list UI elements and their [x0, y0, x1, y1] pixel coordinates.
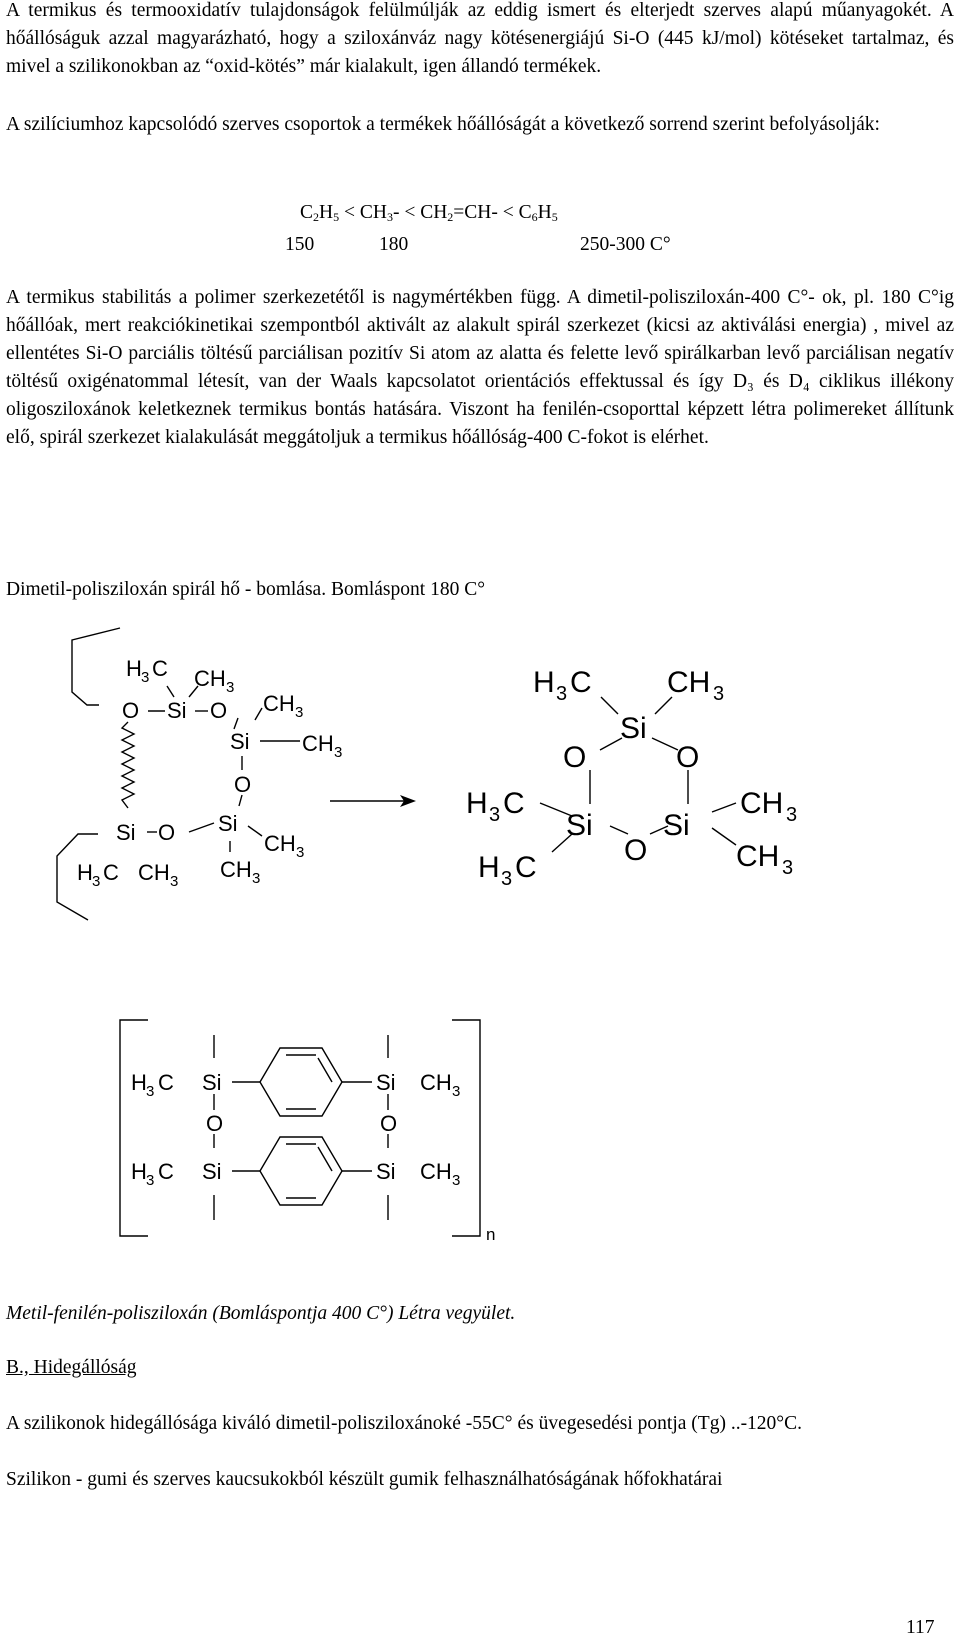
svg-text:CH: CH [138, 860, 170, 885]
svg-text:3: 3 [556, 683, 568, 705]
svg-text:Si: Si [663, 809, 690, 842]
svg-text:3: 3 [141, 669, 150, 686]
svg-text:O: O [122, 698, 140, 723]
svg-text:H: H [478, 851, 500, 884]
svg-text:CH: CH [302, 731, 334, 756]
svg-text:3: 3 [489, 804, 501, 826]
svg-text:3: 3 [296, 844, 305, 861]
svg-text:Si: Si [376, 1159, 396, 1184]
svg-text:H: H [533, 666, 555, 699]
left-bracket [120, 1020, 148, 1236]
spiral-degradation-figure [0, 620, 960, 920]
rubber-temp-paragraph: Szilikon - gumi és szerves kaucsukokból készült gumik felhasználhatóságának hőfokhatárai [6, 1469, 723, 1490]
svg-text:Si: Si [218, 811, 238, 836]
svg-text:C: C [570, 666, 592, 699]
svg-text:3: 3 [170, 873, 179, 890]
svg-text:H: H [466, 787, 488, 820]
svg-text:H: H [131, 1070, 147, 1095]
svg-text:CH: CH [263, 691, 295, 716]
svg-text:Si: Si [566, 809, 593, 842]
svg-text:3: 3 [295, 704, 304, 721]
svg-text:O: O [624, 834, 648, 867]
svg-text:CH: CH [736, 840, 780, 873]
svg-text:Si: Si [202, 1070, 222, 1095]
svg-text:3: 3 [501, 868, 513, 890]
svg-text:O: O [158, 820, 176, 845]
svg-text:C: C [152, 656, 168, 681]
svg-text:3: 3 [252, 870, 261, 887]
svg-text:O: O [210, 698, 228, 723]
svg-text:CH: CH [420, 1070, 452, 1095]
svg-text:Si: Si [376, 1070, 396, 1095]
spiral-spring [122, 722, 134, 808]
svg-text:3: 3 [713, 683, 725, 705]
ladder-polymer-figure [0, 1010, 960, 1250]
svg-text:3: 3 [92, 873, 101, 890]
svg-text:CH: CH [740, 787, 784, 820]
svg-text:C: C [103, 860, 119, 885]
svg-text:Si: Si [202, 1159, 222, 1184]
svg-text:CH: CH [264, 831, 296, 856]
stability-paragraph: A termikus stabilitás a polimer szerkezetétől is nagymértékben függ. A dimetil-polisziloxán-400 C°- ok, pl. 180 C°ig hőállóak, mert reakciókinetikai szempontból aktivált az alakult spirál szerkezet (kicsi az aktiválási energia) , mivel az ellentétes Si-O parciális töltésű parciálisan pozitív Si atom az alatta és felette levő spirálkarban levő parciálisan negatív töltésű oxigénatommal létesít, van der Waals kapcsolatot orientációs effektussal és így D₃ és D₄ ciklikus illékony oligosziloxánok keletkeznek termikus bontás hatására. Viszont ha fenilén-csoporttal képzett létra polimereket állítunk elő, spirál szerkezet kialakulását meggátoljuk a termikus hőállóság-400 C-fokot is elérhet. [6, 287, 954, 448]
svg-text:C: C [158, 1070, 174, 1095]
svg-text:CH: CH [194, 666, 226, 691]
svg-text:O: O [676, 741, 700, 774]
svg-text:CH: CH [420, 1159, 452, 1184]
svg-text:H: H [126, 656, 142, 681]
svg-text:C: C [503, 787, 525, 820]
svg-text:3: 3 [452, 1172, 461, 1189]
chain-line-top [72, 628, 120, 705]
svg-text:Si: Si [167, 698, 187, 723]
svg-text:CH: CH [667, 666, 711, 699]
group-order-formula: $C_2H_5 < CH_3- < CH_2=CH- < C_6H_5$ [300, 202, 558, 224]
svg-text:3: 3 [146, 1083, 155, 1100]
page-number: 117 [906, 1617, 935, 1638]
svg-text:C: C [158, 1159, 174, 1184]
svg-text:Si: Si [116, 820, 136, 845]
svg-text:O: O [563, 741, 587, 774]
svg-text:O: O [380, 1111, 398, 1136]
svg-text:3: 3 [786, 804, 798, 826]
svg-text:H: H [77, 860, 93, 885]
spiral-caption: Dimetil-polisziloxán spirál hő - bomlása. Bomláspont 180 C° [6, 579, 485, 600]
temp-value-3: 250-300 C° [580, 234, 671, 255]
svg-text:H: H [131, 1159, 147, 1184]
svg-text:3: 3 [146, 1172, 155, 1189]
svg-text:CH: CH [220, 857, 252, 882]
ladder-caption: Metil-fenilén-polisziloxán (Bomláspontja 400 C°) Létra vegyület. [6, 1303, 516, 1324]
svg-text:3: 3 [452, 1083, 461, 1100]
svg-text:3: 3 [334, 744, 343, 761]
cold-resistance-paragraph: A szilikonok hidegállósága kiváló dimetil-polisziloxánoké -55C° és üvegesedési pontja (Tg) ..-120°C. [6, 1413, 802, 1434]
svg-text:3: 3 [226, 679, 235, 696]
right-bracket [452, 1020, 480, 1236]
svg-text:3: 3 [782, 857, 794, 879]
section-heading-cold-resistance: B., Hidegállóság [6, 1357, 137, 1378]
svg-text:C: C [515, 851, 537, 884]
svg-text:Si: Si [230, 729, 250, 754]
temp-value-2: 180 [379, 234, 409, 255]
intro-paragraph: A termikus és termooxidatív tulajdonságok felülmúlják az eddig ismert és elterjedt szerves alapú műanyagokét. A hőállóságuk azzal magyarázható, hogy a sziloxánváz nagy kötésenergiájú Si-O (445 kJ/mol) kötéseket tartalmaz, és mivel a szilikonokban az “oxid-kötés” már kialakult, igen állandó termékek. [6, 0, 954, 77]
svg-text:Si: Si [620, 712, 647, 745]
svg-text:O: O [206, 1111, 224, 1136]
temp-value-1: 150 [285, 234, 315, 255]
svg-text:n: n [486, 1225, 496, 1244]
order-paragraph: A szilíciumhoz kapcsolódó szerves csoportok a termékek hőállóságát a következő sorrend szerint befolyásolják: [6, 114, 880, 135]
svg-text:O: O [234, 772, 252, 797]
